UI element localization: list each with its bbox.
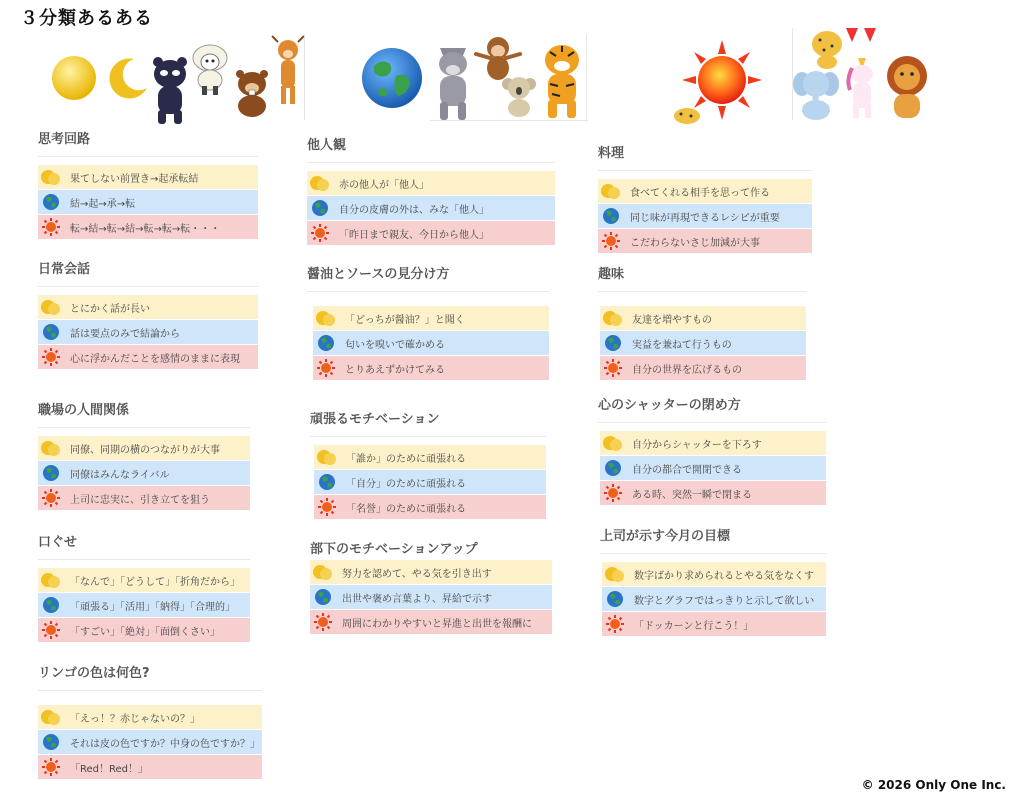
earth-icon [310,586,336,608]
earth-row-text: 数字とグラフではっきりと示して欲しい [634,595,815,607]
moon-icon [307,172,333,194]
sun-row-text: 「名誉」のために頑張れる [346,503,466,515]
moon-row [602,562,826,586]
moon-icon [38,166,64,188]
moon-row [310,560,552,584]
sun-icon [307,222,333,244]
moon-row [38,165,258,189]
earth-icon [602,588,628,610]
sun-row [307,221,555,245]
sun-icon [598,230,624,252]
sun-icon [600,482,626,504]
sun-icon [602,613,628,635]
sun-row [38,618,250,642]
sun-row-text: 「ドッカーンと行こう！」 [634,620,754,632]
earth-group-header [360,34,596,126]
moon-row [314,445,546,469]
moon-row-text: 「えっ！？赤じゃないの？」 [70,713,200,725]
section-soy-vs-sauce [307,265,549,381]
sun-row-text: ある時、突然一瞬で閉まる [632,489,752,501]
moon-row-text: 同僚、同期の横のつながりが大事 [70,444,220,456]
earth-icon [38,731,64,753]
section-monthly-goal [600,527,826,637]
moon-row-text: 赤の他人が「他人」 [339,179,429,191]
earth-row [600,331,806,355]
black-panther-character [146,52,194,126]
section-title: 醤油とソースの見分け方 [307,267,450,282]
section-view-of-others [307,136,555,246]
earth-icon [360,46,424,110]
section-daily-conversation [38,260,258,370]
sun-row-text: 転→結→転→結→転→転→転・・・ [70,223,221,235]
earth-row-text: 匂いを嗅いで確かめる [345,339,445,351]
section-title: 部下のモチベーションアップ [310,542,478,557]
sun-icon [38,216,64,238]
earth-row-text: 出世や褒め言葉より、昇給で示す [342,593,492,605]
moon-row-text: 「どっちが醤油？」と聞く [345,314,465,326]
earth-row [313,331,549,355]
section-title: 思考回路 [38,132,91,147]
beaver-character [230,68,274,118]
section-subordinate-motivation [310,540,552,635]
earth-row-text: 実益を兼ねて行うもの [632,339,732,351]
sun-icon [600,357,626,379]
section-title: 頑張るモチベーション [310,412,440,427]
section-cooking [598,144,812,254]
moon-icon [600,307,626,329]
full-moon-icon [50,54,98,102]
sun-row-text: 「Red！Red！」 [70,763,148,775]
sun-icon [38,756,64,778]
copyright: © 2026 Only One Inc. [861,778,1006,792]
tiger-character [536,40,588,120]
sun-row [600,481,826,505]
page-title: ３分類あるある [20,8,153,29]
sun-row [38,215,258,239]
moon-row-text: 友達を増やすもの [632,314,712,326]
earth-icon [600,332,626,354]
earth-row-text: 自分の都合で開閉できる [632,464,742,476]
moon-row [38,295,258,319]
section-apple-color [38,664,262,780]
lion-character [882,54,932,122]
moon-row [307,171,555,195]
sun-row-text: 自分の世界を広げるもの [632,364,742,376]
unicorn-character [844,56,880,120]
moon-row-text: 果てしない前置き→起承転結 [70,173,199,185]
earth-row [310,585,552,609]
moon-row [598,179,812,203]
section-mind-shutter [598,396,826,506]
sun-row [598,229,812,253]
earth-row-text: 同僚はみんなライバル [70,469,170,481]
elephant-character [792,66,840,122]
moon-row-text: 「なんで」「どうして」「折角だから」 [70,576,240,588]
sun-row [38,345,258,369]
deer-character [270,34,306,106]
sheep-character [190,40,230,96]
moon-icon [314,446,340,468]
earth-row-text: 結→起→承→転 [70,198,136,210]
moon-icon [38,296,64,318]
moon-row [38,705,262,729]
earth-icon [598,205,624,227]
section-title: リンゴの色は何色? [38,666,150,681]
sun-icon [314,496,340,518]
section-workplace-relations [38,401,250,511]
section-title: 他人観 [307,138,347,153]
moon-icon [38,437,64,459]
sun-row [313,356,549,380]
sparkle-mark [844,26,880,44]
earth-icon [38,462,64,484]
earth-row [600,456,826,480]
moon-row [600,431,826,455]
moon-icon [598,180,624,202]
sun-row-text: こだわらないさじ加減が大事 [630,237,760,249]
moon-row-text: 努力を認めて、やる気を引き出す [342,568,492,580]
sun-group-header [672,26,934,126]
sun-row-text: 「昨日まで親友、今日から他人」 [339,229,489,241]
earth-icon [307,197,333,219]
section-hobby [598,265,806,381]
earth-row-text: 話は要点のみで結論から [70,328,180,340]
moon-row-text: 食べてくれる相手を思って作る [630,187,770,199]
section-title: 日常会話 [38,262,91,277]
moon-row-text: 「誰か」のために頑張れる [346,453,466,465]
moon-row [313,306,549,330]
moon-icon [313,307,339,329]
earth-icon [600,457,626,479]
sun-icon [38,346,64,368]
moon-row-text: 数字ばかり求められるとやる気をなくす [634,570,814,582]
sun-row [38,486,250,510]
sun-row-text: 上司に忠実に、引き立てを狙う [70,494,210,506]
sun-row [602,612,826,636]
moon-icon [38,706,64,728]
cheetah-character [672,104,702,124]
earth-row-text: 同じ味が再現できるレシピが重要 [630,212,780,224]
crescent-moon-icon [104,56,150,102]
earth-icon [314,471,340,493]
moon-icon [602,563,628,585]
moon-row [600,306,806,330]
earth-icon [38,594,64,616]
earth-row [602,587,826,611]
section-title: 上司が示す今月の目標 [600,529,731,544]
moon-row [38,436,250,460]
earth-row-text: 自分の皮膚の外は、みな「他人」 [339,204,489,216]
earth-row [38,730,262,754]
sun-row [314,495,546,519]
moon-icon [600,432,626,454]
earth-row [38,593,250,617]
section-catchphrases [38,533,250,643]
sun-row-text: 周囲にわかりやすいと昇進と出世を報酬に [342,618,532,630]
section-motivation [310,410,546,520]
section-title: 職場の人間関係 [38,403,130,418]
earth-icon [313,332,339,354]
earth-row [38,461,250,485]
sun-row [310,610,552,634]
earth-row [38,190,258,214]
sun-row-text: 心に浮かんだことを感情のままに表現 [70,353,240,365]
earth-row-text: 「頑張る」「活用」「納得」「合理的」 [70,601,235,613]
sun-row-text: 「すごい」「絶対」「面倒くさい」 [70,626,220,638]
sun-row [600,356,806,380]
moon-row-text: とにかく話が長い [70,303,150,315]
moon-row [38,568,250,592]
earth-row [38,320,258,344]
earth-icon [38,321,64,343]
koala-character [502,74,536,118]
sun-icon [38,619,64,641]
moon-icon [38,569,64,591]
earth-row-text: 「自分」のために頑張れる [346,478,466,490]
sun-icon [313,357,339,379]
sun-row [38,755,262,779]
moon-row-text: 自分からシャッターを下ろす [632,439,762,451]
section-title: 心のシャッターの閉め方 [598,398,741,413]
earth-row [314,470,546,494]
section-title: 料理 [598,146,625,161]
sun-icon [310,611,336,633]
earth-row [598,204,812,228]
section-title: 趣味 [598,267,625,282]
earth-icon [38,191,64,213]
earth-row [307,196,555,220]
sun-row-text: とりあえずかけてみる [345,364,445,376]
section-title: 口ぐせ [38,535,78,550]
sun-icon [38,487,64,509]
earth-row-text: それは皮の色ですか？中身の色ですか？」 [70,738,260,750]
moon-icon [310,561,336,583]
moon-group-header [48,34,308,126]
section-thinking [38,130,258,240]
